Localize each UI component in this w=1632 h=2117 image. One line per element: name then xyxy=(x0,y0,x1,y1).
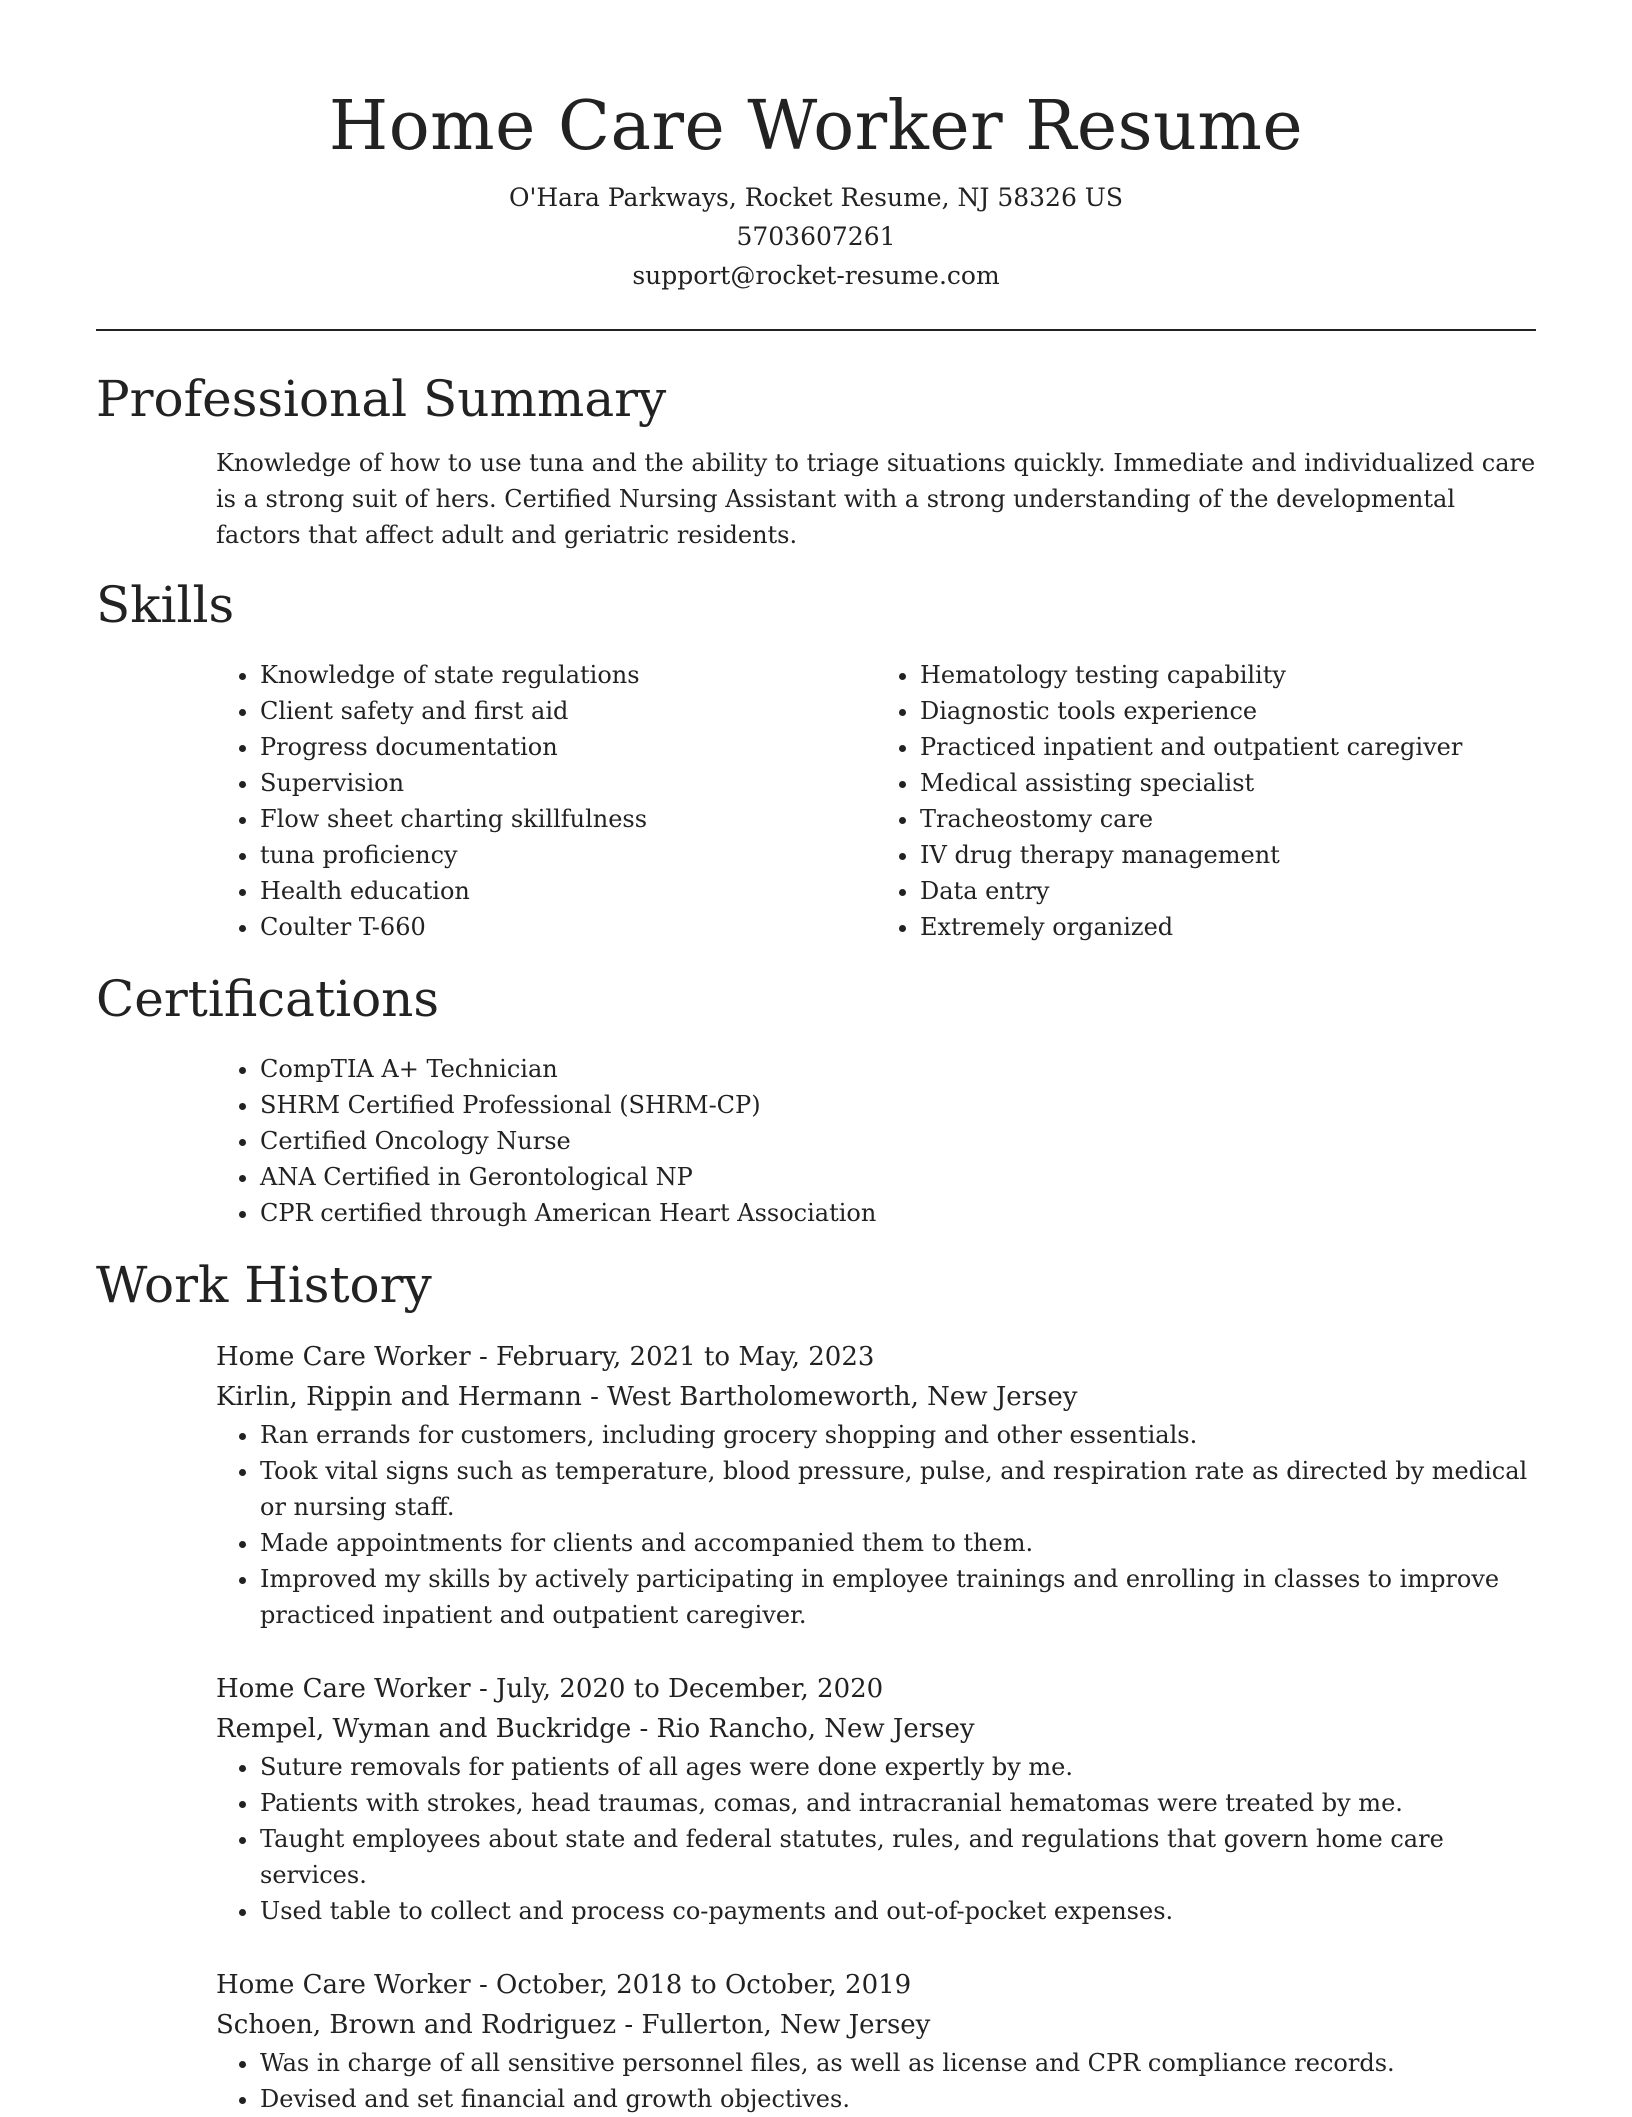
skill-item: • Coulter T-660 xyxy=(260,909,876,945)
summary-heading: Professional Summary xyxy=(96,370,667,428)
job-duties-list xyxy=(216,1417,1536,1633)
contact-address: O'Hara Parkways, Rocket Resume, NJ 58326 US xyxy=(508,183,1123,212)
skill-item: • Tracheostomy care xyxy=(920,801,1536,837)
job-duty: • Took vital signs such as temperature, blood pressure, pulse, and respiration rate as directed by medical or nursing staff. xyxy=(260,1453,1536,1525)
skill-item: • Flow sheet charting skillfulness xyxy=(260,801,876,837)
contact-phone: 5703607261 xyxy=(736,222,896,251)
skill-item: • Data entry xyxy=(920,873,1536,909)
job-duty: • Made appointments for clients and accompanied them to them. xyxy=(260,1525,1536,1561)
job-duty: • Taught employees about state and federal statutes, rules, and regulations that govern home care services. xyxy=(260,1821,1536,1893)
job-role-dates: Home Care Worker - October, 2018 to October, 2019 xyxy=(216,1970,912,2000)
summary-text: Knowledge of how to use tuna and the ability to triage situations quickly. Immediate and individualized care is a strong suit of hers. Certified Nursing Assistant with a strong understanding of the developmental factors that affect adult and geriatric residents. xyxy=(216,449,1536,549)
skills-grid xyxy=(216,657,1536,945)
skill-item: • Knowledge of state regulations xyxy=(260,657,876,693)
job-duty: • Improved my skills by actively participating in employee trainings and enrolling in classes to improve practiced inpatient and outpatient caregiver. xyxy=(260,1561,1536,1633)
skill-item: • IV drug therapy management xyxy=(920,837,1536,873)
work-history-heading: Work History xyxy=(96,1256,432,1314)
resume-title: Home Care Worker Resume xyxy=(328,87,1304,166)
skill-item: • Diagnostic tools experience xyxy=(920,693,1536,729)
certification-item: • Certified Oncology Nurse xyxy=(260,1123,1536,1159)
certification-item: • CPR certified through American Heart Association xyxy=(260,1195,1536,1231)
contact-email: support@rocket-resume.com xyxy=(632,261,1000,290)
job-duty: • Patients with strokes, head traumas, comas, and intracranial hematomas were treated by me. xyxy=(260,1785,1536,1821)
certifications-heading: Certifications xyxy=(96,970,440,1028)
job-role-dates: Home Care Worker - July, 2020 to December, 2020 xyxy=(216,1674,884,1704)
skills-left-column xyxy=(216,657,876,945)
certification-item: • CompTIA A+ Technician xyxy=(260,1051,1536,1087)
job-duties-list xyxy=(216,2045,1536,2117)
job-company-location: Schoen, Brown and Rodriguez - Fullerton, New Jersey xyxy=(216,2010,931,2040)
header-divider xyxy=(96,329,1536,331)
job-duty: • Was in charge of all sensitive personnel files, as well as license and CPR compliance records. xyxy=(260,2045,1536,2081)
job-duty: • Ran errands for customers, including grocery shopping and other essentials. xyxy=(260,1417,1536,1453)
job-entry xyxy=(216,1669,1536,1929)
certifications-body xyxy=(216,1051,1536,1231)
certification-item: • ANA Certified in Gerontological NP xyxy=(260,1159,1536,1195)
skill-item: • Supervision xyxy=(260,765,876,801)
resume-page xyxy=(96,0,1536,2117)
job-entry xyxy=(216,1965,1536,2117)
skills-heading: Skills xyxy=(96,576,235,634)
job-duties-list xyxy=(216,1749,1536,1929)
job-company-location: Kirlin, Rippin and Hermann - West Bartholomeworth, New Jersey xyxy=(216,1382,1078,1412)
skill-item: • Practiced inpatient and outpatient caregiver xyxy=(920,729,1536,765)
job-company-location: Rempel, Wyman and Buckridge - Rio Rancho, New Jersey xyxy=(216,1714,975,1744)
skill-item: • Hematology testing capability xyxy=(920,657,1536,693)
job-duty: • Suture removals for patients of all ages were done expertly by me. xyxy=(260,1749,1536,1785)
skill-item: • Health education xyxy=(260,873,876,909)
job-duty: • Used table to collect and process co-payments and out-of-pocket expenses. xyxy=(260,1893,1536,1929)
job-duty: • Devised and set financial and growth objectives. xyxy=(260,2081,1536,2117)
contact-info xyxy=(96,178,1536,295)
skill-item: • Extremely organized xyxy=(920,909,1536,945)
certification-item: • SHRM Certified Professional (SHRM-CP) xyxy=(260,1087,1536,1123)
job-role-dates: Home Care Worker - February, 2021 to May, 2023 xyxy=(216,1342,875,1372)
skill-item: • Progress documentation xyxy=(260,729,876,765)
skill-item: • Client safety and first aid xyxy=(260,693,876,729)
skills-right-column xyxy=(876,657,1536,945)
certifications-list xyxy=(216,1051,1536,1231)
skill-item: • tuna proficiency xyxy=(260,837,876,873)
skill-item: • Medical assisting specialist xyxy=(920,765,1536,801)
job-entry xyxy=(216,1337,1536,1633)
